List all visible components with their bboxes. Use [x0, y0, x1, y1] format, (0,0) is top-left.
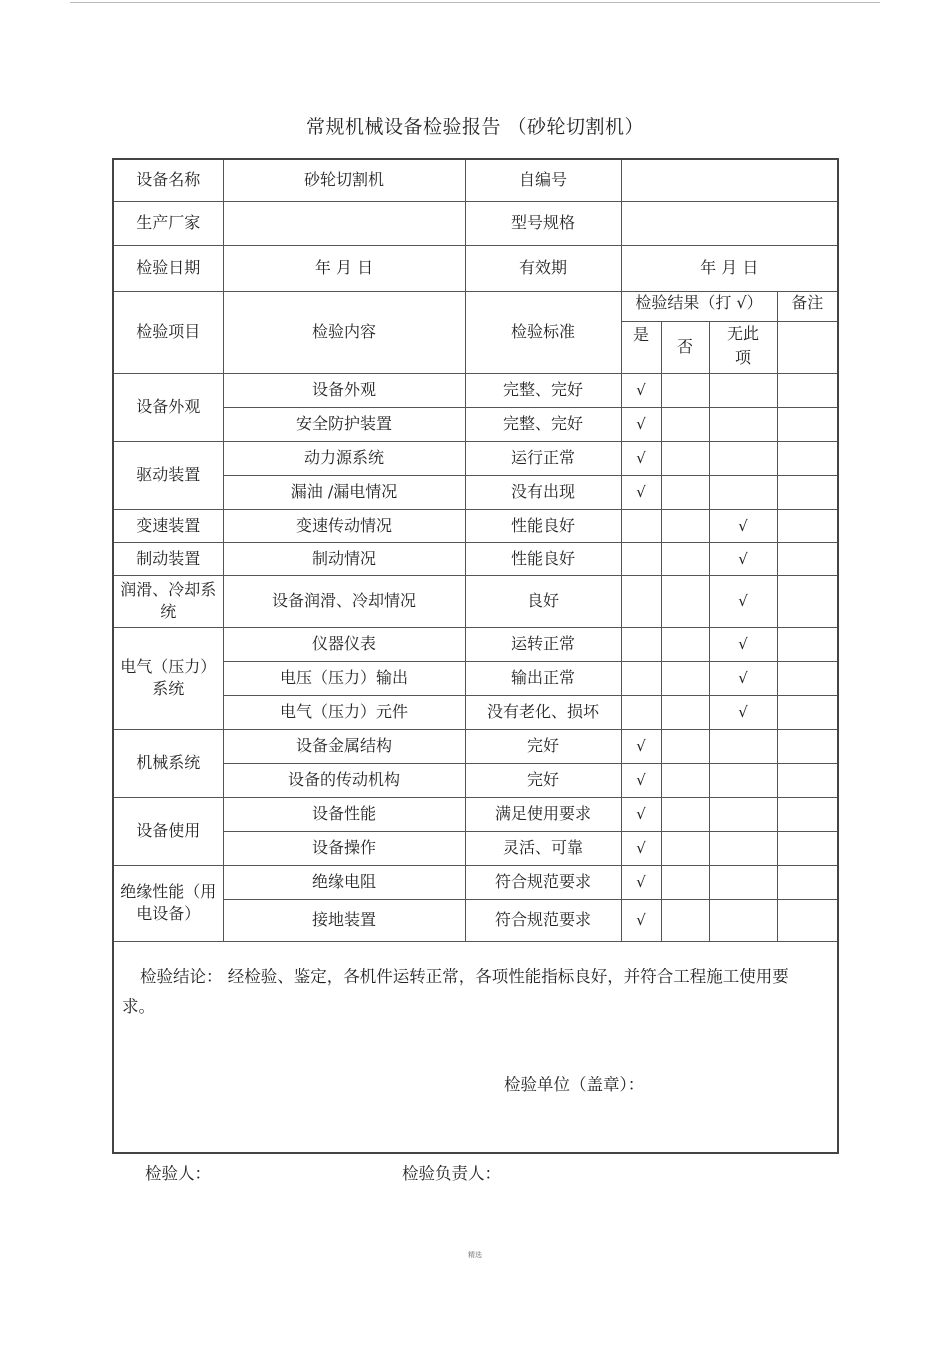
- row-content: 变速传动情况: [223, 509, 465, 542]
- row-content: 设备的传动机构: [223, 763, 465, 797]
- row-yes: √: [621, 441, 661, 475]
- row-standard: 满足使用要求: [465, 797, 621, 831]
- row-standard: 没有老化、损坏: [465, 695, 621, 729]
- row-yes: [621, 542, 661, 575]
- row-remark: [777, 763, 838, 797]
- row-remark: [777, 661, 838, 695]
- row-no: [661, 475, 709, 509]
- row-remark: [777, 575, 838, 627]
- row-content: 漏油 /漏电情况: [223, 475, 465, 509]
- row-remark: [777, 797, 838, 831]
- row-na: [709, 797, 777, 831]
- row-no: [661, 831, 709, 865]
- row-na: [709, 763, 777, 797]
- top-rule: [70, 2, 880, 3]
- row-no: [661, 729, 709, 763]
- row-yes: [621, 575, 661, 627]
- row-remark: [777, 441, 838, 475]
- report-title: 常规机械设备检验报告 （砂轮切割机）: [305, 116, 645, 138]
- row-content: 仪器仪表: [223, 627, 465, 661]
- group-item: 驱动装置: [113, 441, 223, 509]
- row-yes: √: [621, 373, 661, 407]
- inspection-table: [112, 158, 839, 1154]
- row-na: √: [709, 661, 777, 695]
- row-standard: 完好: [465, 763, 621, 797]
- header-result: 检验结果（打 √）: [621, 291, 777, 321]
- group-item: 机械系统: [113, 729, 223, 797]
- row-content: 安全防护装置: [223, 407, 465, 441]
- row-standard: 完好: [465, 729, 621, 763]
- row-yes: [621, 627, 661, 661]
- header-remark: 备注: [777, 291, 838, 321]
- row-standard: 灵活、可靠: [465, 831, 621, 865]
- row-yes: √: [621, 475, 661, 509]
- row-yes: √: [621, 729, 661, 763]
- group-item: 绝缘性能（用电设备）: [113, 865, 223, 941]
- row-standard: 输出正常: [465, 661, 621, 695]
- row-remark: [777, 695, 838, 729]
- group-item: 变速装置: [113, 509, 223, 542]
- row-remark: [777, 407, 838, 441]
- row-na: √: [709, 509, 777, 542]
- inspection-unit-stamp: 检验单位（盖章）：: [504, 1074, 645, 1094]
- row-standard: 性能良好: [465, 542, 621, 575]
- header-na: [709, 321, 777, 373]
- row-no: [661, 542, 709, 575]
- row-no: [661, 373, 709, 407]
- header-na-line2: 项: [734, 347, 751, 367]
- row-standard: 良好: [465, 575, 621, 627]
- header-no: 否: [661, 321, 709, 373]
- validity-label: 有效期: [465, 245, 621, 291]
- inspection-date-label: 检验日期: [113, 245, 223, 291]
- row-yes: [621, 695, 661, 729]
- group-item: 设备外观: [113, 373, 223, 441]
- row-remark: [777, 831, 838, 865]
- row-na: √: [709, 695, 777, 729]
- row-content: 绝缘电阻: [223, 865, 465, 899]
- row-yes: √: [621, 407, 661, 441]
- row-yes: √: [621, 763, 661, 797]
- header-content: 检验内容: [223, 291, 465, 373]
- row-na: [709, 899, 777, 941]
- row-na: [709, 475, 777, 509]
- row-content: 动力源系统: [223, 441, 465, 475]
- device-name-label: 设备名称: [113, 159, 223, 201]
- row-content: 设备操作: [223, 831, 465, 865]
- header-remark-blank: [777, 321, 838, 373]
- footer-note: 精选: [468, 1251, 482, 1259]
- row-content: 设备金属结构: [223, 729, 465, 763]
- serial-label: 自编号: [465, 159, 621, 201]
- maker-value: [223, 201, 465, 245]
- row-na: √: [709, 627, 777, 661]
- inspector-signature: 检验人：: [145, 1164, 211, 1183]
- row-remark: [777, 729, 838, 763]
- row-no: [661, 797, 709, 831]
- row-yes: √: [621, 797, 661, 831]
- row-no: [661, 441, 709, 475]
- conclusion-cell: [113, 941, 838, 1153]
- row-na: √: [709, 575, 777, 627]
- header-item: 检验项目: [113, 291, 223, 373]
- row-standard: 完整、完好: [465, 407, 621, 441]
- group-item: 电气（压力）系统: [113, 627, 223, 729]
- row-na: [709, 729, 777, 763]
- row-content: 设备性能: [223, 797, 465, 831]
- row-remark: [777, 509, 838, 542]
- row-no: [661, 899, 709, 941]
- row-remark: [777, 627, 838, 661]
- row-yes: [621, 661, 661, 695]
- row-standard: 没有出现: [465, 475, 621, 509]
- row-no: [661, 627, 709, 661]
- row-content: 电压（压力）输出: [223, 661, 465, 695]
- inspection-date-value: 年 月 日: [223, 245, 465, 291]
- row-content: 设备外观: [223, 373, 465, 407]
- row-remark: [777, 542, 838, 575]
- row-no: [661, 661, 709, 695]
- row-remark: [777, 865, 838, 899]
- row-content: 设备润滑、冷却情况: [223, 575, 465, 627]
- header-na-line1: 无此: [726, 323, 759, 343]
- row-na: √: [709, 542, 777, 575]
- conclusion-text: 检验结论： 经检验、鉴定，各机件运转正常，各项性能指标良好，并符合工程施工使用要求。: [122, 966, 789, 1016]
- row-na: [709, 831, 777, 865]
- row-no: [661, 575, 709, 627]
- header-yes: 是: [621, 321, 661, 373]
- row-na: [709, 865, 777, 899]
- lead-signature: 检验负责人：: [402, 1164, 501, 1183]
- row-remark: [777, 475, 838, 509]
- row-standard: 符合规范要求: [465, 865, 621, 899]
- row-remark: [777, 373, 838, 407]
- row-yes: √: [621, 899, 661, 941]
- device-name-value: 砂轮切割机: [223, 159, 465, 201]
- row-yes: [621, 509, 661, 542]
- row-content: 制动情况: [223, 542, 465, 575]
- row-standard: 完整、完好: [465, 373, 621, 407]
- row-standard: 运行正常: [465, 441, 621, 475]
- header-standard: 检验标准: [465, 291, 621, 373]
- row-na: [709, 441, 777, 475]
- group-item: 润滑、冷却系统: [113, 575, 223, 627]
- row-standard: 符合规范要求: [465, 899, 621, 941]
- validity-value: 年 月 日: [621, 245, 838, 291]
- row-no: [661, 509, 709, 542]
- group-item: 设备使用: [113, 797, 223, 865]
- row-standard: 运转正常: [465, 627, 621, 661]
- row-yes: √: [621, 865, 661, 899]
- row-na: [709, 407, 777, 441]
- row-content: 电气（压力）元件: [223, 695, 465, 729]
- row-remark: [777, 899, 838, 941]
- group-item: 制动装置: [113, 542, 223, 575]
- row-standard: 性能良好: [465, 509, 621, 542]
- model-label: 型号规格: [465, 201, 621, 245]
- row-no: [661, 865, 709, 899]
- row-content: 接地装置: [223, 899, 465, 941]
- row-no: [661, 695, 709, 729]
- row-na: [709, 373, 777, 407]
- serial-value: [621, 159, 838, 201]
- row-no: [661, 407, 709, 441]
- model-value: [621, 201, 838, 245]
- row-no: [661, 763, 709, 797]
- row-yes: √: [621, 831, 661, 865]
- maker-label: 生产厂家: [113, 201, 223, 245]
